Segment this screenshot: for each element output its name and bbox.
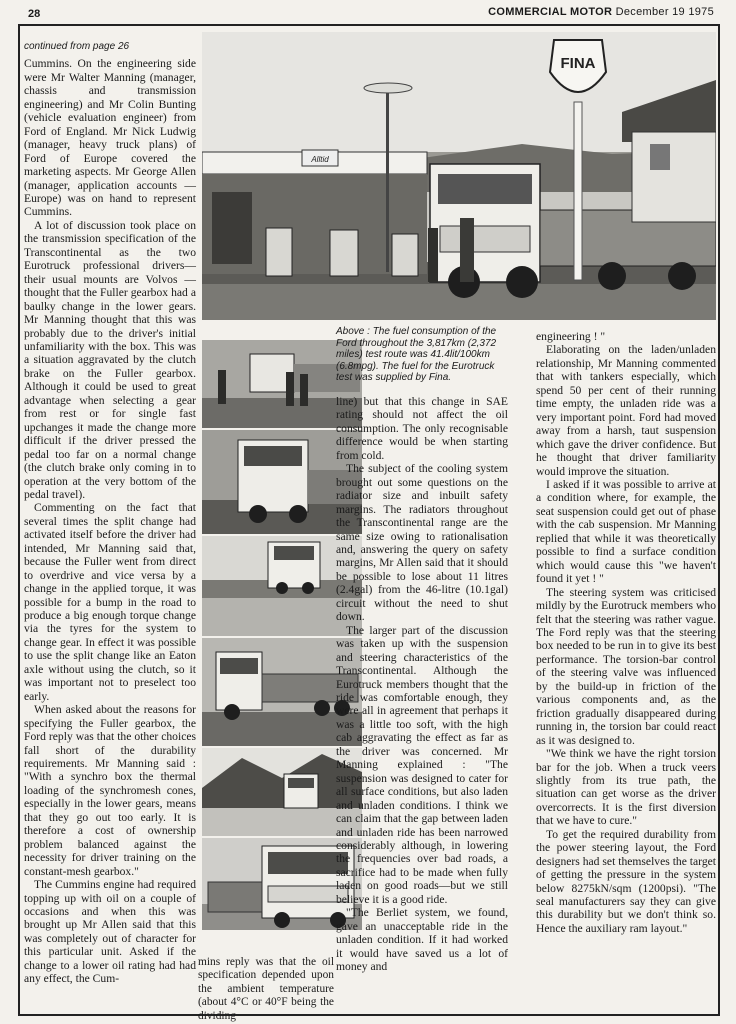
col2-paragraph: The larger part of the discussion was taken up with the suspension and steering characteristics of the Transcontinental. Although the Eurotruck members thought that the ride was comfortable enough, they were all in agreement that perhaps it was a little too soft, with the high cab aggravating the effect as far as the driver was concerned. Mr Manning explained : "The suspension was designed to cater for all surface conditions, but also laden and unladen conditions. I think we can claim that the gap between laden and unladen ride has been narrowed considerably although, in lowering the frequencies over bad roads, a sacrifice had to be made when fully laden on good roads—but we still believe it is a good ride.	[336, 623, 508, 906]
col2-paragraph: The subject of the cooling system brought out some questions on the radiator size and inbuilt safety margins. The radiators throughout the Transcontinental range are the same size owing to rationalisation and, answering the query on safety margins, Mr Allen said that it should be possible to lose about 11 litres (2.4gal) from the 46-litre (10.1gal) circuit without the need to shut down.	[336, 462, 508, 624]
column-2-bottom	[198, 956, 334, 1023]
photo-caption: Above : The fuel consumption of the Ford throughout the 3,817km (2,372 miles) test route was 41.4lit/100km (6.8mpg). The fuel for the Eurotruck test was supplied by Fina.	[336, 326, 497, 384]
col3-paragraph: I asked if it was possible to arrive at a condition where, for example, the seat suspension could get out of phase with the cab suspension. Mr Manning replied that while it was theoretically possible to find a surface condition which would cause this "we haven't found it yet ! "	[536, 477, 716, 586]
col1-paragraph: Cummins. On the engineering side were Mr Walter Manning (manager, chassis and transmission engineering) and Mr Colin Bunting (vehicle evaluation engineer) from Ford of England. Mr Nick Ludwig (manager, heavy truck plans) of Ford of Europe covered the marketing aspects. Mr George Allen (manager, application accounts — Europe) was on hand to represent Cummins.	[24, 57, 196, 219]
col2-paragraph: "The Berliet system, we found, gave an unacceptable ride in the unladen condition. If it had worked it would have saved us a lot of money and	[336, 906, 508, 974]
column-3	[536, 330, 716, 935]
col1-paragraph: The Cummins engine had required topping up with oil on a couple of occasions and when this was brought up Mr Allen said that this was completely out of character for this particular unit. Asked if the change to a lower oil rating had had any effect, the Cum-	[24, 878, 196, 986]
col1-paragraph: When asked about the reasons for specifying the Fuller gearbox, the Ford reply was that the other choices fall short of the durability requirements. Mr Manning said : "With a synchro box the thermal loading of the synchromesh cones, especially in the lower gears, means that they go out too early. It is therefore a cost of ownership problem balanced against the necessity for driver training on the constant-mesh gearbox."	[24, 703, 196, 878]
fina-station-photo	[202, 32, 716, 320]
continued-note: continued from page 26	[24, 41, 130, 52]
col3-paragraph: The steering system was criticised mildly by the Eurotruck members who felt that the steering was rather vague. The Ford reply was that the steering box needed to be run in to give its best performance. The torsion-bar control of the steering valve was influenced by the build-up in friction of the various components and, as the friction gradually disappeared during running in, the torsion bar could react as it was designed to.	[536, 585, 716, 747]
fina-sign-text: FINA	[560, 55, 596, 72]
col2-paragraph: line) but that this change in SAE rating should not affect the oil consumption. The only recognisable difference would be when starting from cold.	[336, 395, 508, 462]
column-1	[24, 40, 196, 986]
page-number: 28	[28, 8, 41, 20]
col3-paragraph: Elaborating on the laden/unladen relationship, Mr Manning commented that with tankers especially, which spend 50 per cent of their running time empty, the unladen ride was a very important point. Ford had moved away from a harsh, taut suspension which gave the driver confidence. But he thought that driver familiarity would improve the situation.	[536, 343, 716, 478]
col2-bottom-paragraph: mins reply was that the oil specification depended upon the ambient temperature (about 4°C or 40°F being the dividing	[198, 956, 334, 1022]
magazine-title: COMMERCIAL MOTOR	[488, 6, 613, 18]
column-2	[336, 395, 508, 973]
col3-paragraph: "We think we have the right torsion bar for the job. When a truck veers slightly from its true path, the situation can get worse as the driver overcorrects. It is the first diversion that we have to cure."	[536, 747, 716, 828]
col3-paragraph: engineering ! "	[536, 330, 606, 343]
col1-paragraph: Commenting on the fact that several times the split change had activated itself before the driver had intended, Mr Manning said that, because the Fuller went from direct to overdrive and vice versa by a change in the applied torque, it was possible for a bump in the road to produce a big enough torque change via the tyres for the system to change gear. In effect it was possible to use the split change like an Eaton axle without using the clutch, so it was important not to preselect too early.	[24, 501, 196, 703]
masthead	[488, 6, 714, 18]
col3-paragraph: To get the required durability from the power steering layout, the Ford designers had set themselves the target of getting the pressure in the system below 8275kN/sqm (1200psi). "The seal manufacturers say they can give this durability but we don't think so. Hence the auxiliary ram layout."	[536, 827, 716, 935]
shop-sign-text: Alltid	[311, 155, 329, 164]
col1-paragraph: A lot of discussion took place on the transmission specification of the Transcontinental as the two Eurotruck professional drivers—their usual mounts are Volvos — thought that the Fuller gearbox had a baulky change in the lower gears. Mr Manning thought that this was probably due to the driver's initial unfamiliarity with the box. This was a situation aggravated by the clutch brake on the Fuller gearbox. Although it could be used to great advantage when selecting a gear from rest or for single fast upchanges it made the change more difficult if the driver pressed the pedal too far on a normal change (the clutch brake only coming in to operation at the very bottom of the pedal travel).	[24, 218, 196, 501]
page-header	[14, 6, 722, 22]
issue-date: December 19 1975	[615, 6, 714, 18]
